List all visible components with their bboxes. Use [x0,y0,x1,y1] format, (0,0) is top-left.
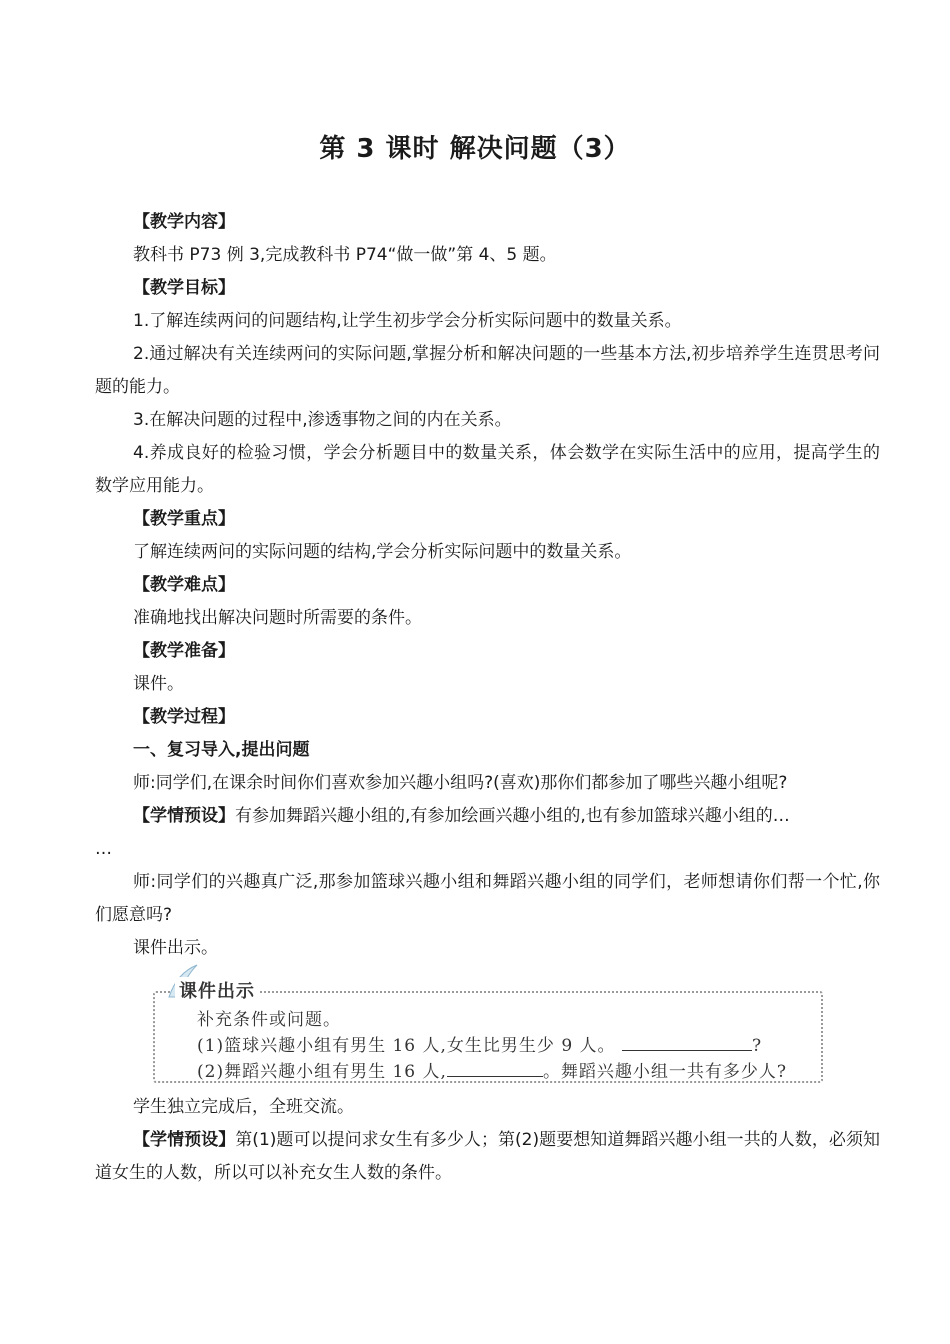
card-line-0: 补充条件或问题。 [197,1010,341,1030]
card-title: 课件出示 [175,977,259,1003]
card-line-1-text: (1)篮球兴趣小组有男生 16 人,女生比男生少 9 人。 [197,1036,616,1056]
teacher-line-3: 课件出示。 [133,938,218,958]
answer-blank-2 [447,1060,543,1077]
card-line-2-end: 。舞蹈兴趣小组一共有多少人? [542,1062,788,1082]
preset-2 [95,1124,880,1190]
preset-label-2: 【学情预设】 [133,1130,236,1150]
section-heading-content: 【教学内容】 [133,212,235,232]
difficult-text: 准确地找出解决问题时所需要的条件。 [133,608,422,628]
goal-1: 1.了解连续两问的问题结构,让学生初步学会分析实际问题中的数量关系。 [133,311,682,331]
preset-1 [95,800,880,833]
page-title: 第 3 课时 解决问题（3） [319,134,631,164]
document-body [95,206,880,1190]
goal-4: 4.养成良好的检验习惯，学会分析题目中的数量关系，体会数学在实际生活中的应用，提高学生的数学应用能力。 [95,443,880,496]
section-heading-difficult: 【教学难点】 [133,575,235,595]
section-heading-key: 【教学重点】 [133,509,235,529]
preset-label: 【学情预设】 [133,806,235,826]
prep-text: 课件。 [133,674,184,694]
teacher-line-4: 学生独立完成后，全班交流。 [133,1097,354,1117]
teacher-line-1: 师:同学们,在课余时间你们喜欢参加兴趣小组吗?(喜欢)那你们都参加了哪些兴趣小组呢? [133,773,788,793]
content-text: 教科书 P73 例 3,完成教科书 P74“做一做”第 4、5 题。 [133,245,557,265]
section-heading-goals: 【教学目标】 [133,278,235,298]
section-heading-prep: 【教学准备】 [133,641,235,661]
section-heading-process: 【教学过程】 [133,707,235,727]
preset-2-text: 第(1)题可以提问求女生有多少人；第(2)题要想知道舞蹈兴趣小组一共的人数，必须知道女生的人数，所以可以补充女生人数的条件。 [95,1130,880,1183]
step-1-heading: 一、复习导入,提出问题 [133,740,310,760]
card-line-1-end: ? [751,1036,763,1056]
goal-3: 3.在解决问题的过程中,渗透事物之间的内在关系。 [133,410,512,430]
teacher-line-2: 师:同学们的兴趣真广泛,那参加篮球兴趣小组和舞蹈兴趣小组的同学们，老师想请你们帮一个忙,你们愿意吗? [95,872,880,925]
card-line-2-text: (2)舞蹈兴趣小组有男生 16 人, [197,1062,447,1082]
card-line-2 [197,1057,787,1082]
card-line-1 [197,1031,762,1056]
preset-1-text: 有参加舞蹈兴趣小组的,有参加绘画兴趣小组的,也有参加篮球兴趣小组的… [235,806,790,826]
goal-2: 2.通过解决有关连续两问的实际问题,掌握分析和解决问题的一些基本方法,初步培养学生连贯思考问题的能力。 [95,344,880,397]
key-text: 了解连续两问的实际问题的结构,学会分析实际问题中的数量关系。 [133,542,632,562]
answer-blank-1 [622,1034,752,1051]
courseware-card [153,975,821,1083]
preset-1-continuation: … [95,839,112,859]
